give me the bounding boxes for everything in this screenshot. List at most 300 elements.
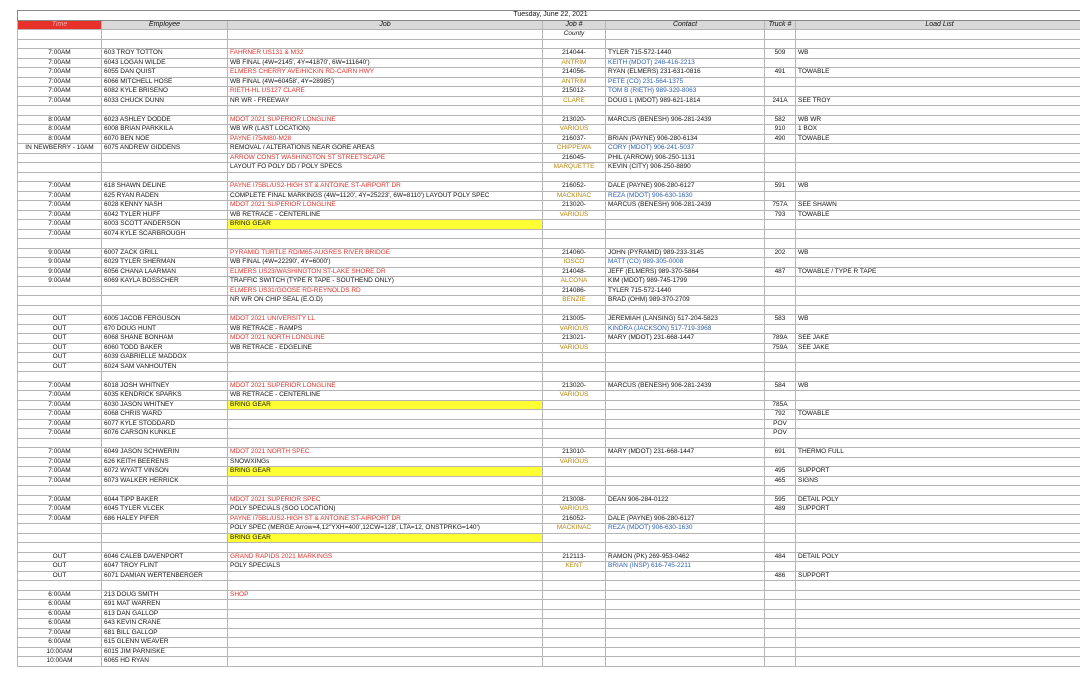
job-cell: WB FINAL (4W=22290', 4Y=6000') (228, 258, 543, 268)
employee-cell: 6035 KENDRICK SPARKS (102, 391, 228, 401)
load-list-cell: SEE JAKE (796, 334, 1080, 344)
job-number-cell (543, 619, 606, 629)
truck-cell: 484 (765, 552, 796, 562)
schedule-row (18, 362, 1080, 372)
employee-cell: 691 MAT WARREN (102, 600, 228, 610)
load-list-cell (796, 543, 1080, 553)
load-list-cell: SIGNS (796, 476, 1080, 486)
contact-cell (606, 619, 765, 629)
contact-cell (606, 362, 765, 372)
contact-cell (606, 467, 765, 477)
load-list-cell (796, 362, 1080, 372)
time-cell (18, 581, 102, 591)
contact-cell: DOUG L (MDOT) 989-621-1814 (606, 96, 765, 106)
job-cell (228, 657, 543, 667)
employee-cell: 626 KEITH BEERENS (102, 457, 228, 467)
contact-cell: KIM (MDOT) 989-745-1799 (606, 277, 765, 287)
truck-cell (765, 353, 796, 363)
spacer-row (18, 39, 1080, 49)
load-list-cell (796, 324, 1080, 334)
contact-cell: BRIAN (PAYNE) 906-280-6134 (606, 134, 765, 144)
employee-cell: 6023 ASHLEY DODDE (102, 115, 228, 125)
job-cell (228, 372, 543, 382)
spacer-row (18, 581, 1080, 591)
job-cell: MDOT 2021 SUPERIOR LONGLINE (228, 115, 543, 125)
schedule-row (18, 448, 1080, 458)
truck-cell (765, 362, 796, 372)
schedule-row (18, 429, 1080, 439)
job-number-cell: 216052- (543, 514, 606, 524)
employee-cell: 6003 SCOTT ANDERSON (102, 220, 228, 230)
job-number-cell: ALCONA (543, 277, 606, 287)
header-time: Time (18, 20, 102, 30)
job-cell (228, 476, 543, 486)
job-number-cell: 213010- (543, 448, 606, 458)
contact-cell: BRAD (OHM) 989-370-2709 (606, 296, 765, 306)
job-number-cell (543, 39, 606, 49)
job-cell (228, 410, 543, 420)
job-cell: PAYNE I75/M80-M28 (228, 134, 543, 144)
employee-cell (102, 239, 228, 249)
employee-cell: 6056 CHANA LAARMAN (102, 267, 228, 277)
time-cell: OUT (18, 334, 102, 344)
employee-cell: 613 DAN GALLOP (102, 609, 228, 619)
load-list-cell (796, 533, 1080, 543)
truck-cell: 792 (765, 410, 796, 420)
contact-cell: TYLER 715-572-1440 (606, 49, 765, 59)
employee-cell (102, 153, 228, 163)
job-number-cell: MACKINAC (543, 191, 606, 201)
job-number-cell (543, 400, 606, 410)
time-cell (18, 286, 102, 296)
job-cell (228, 638, 543, 648)
contact-cell: KINDRA (JACKSON) 517-719-3968 (606, 324, 765, 334)
contact-cell (606, 600, 765, 610)
employee-cell: 6028 KENNY NASH (102, 201, 228, 211)
load-list-cell (796, 400, 1080, 410)
contact-cell: RAMON (PK) 269-953-0462 (606, 552, 765, 562)
job-cell: WB RETRACE - RAMPS (228, 324, 543, 334)
truck-cell (765, 590, 796, 600)
employee-cell: 6046 CALEB DAVENPORT (102, 552, 228, 562)
truck-cell (765, 533, 796, 543)
schedule-row (18, 391, 1080, 401)
job-number-cell (543, 581, 606, 591)
employee-cell (102, 438, 228, 448)
time-cell: 6:00AM (18, 600, 102, 610)
load-list-cell: SEE SHAWN (796, 201, 1080, 211)
load-list-cell (796, 590, 1080, 600)
schedule-row (18, 609, 1080, 619)
job-number-cell: 214086- (543, 286, 606, 296)
truck-cell (765, 172, 796, 182)
job-cell: ELMERS CHERRY AVE/HICKIN RD-CAIRN HWY (228, 68, 543, 78)
truck-cell (765, 600, 796, 610)
load-list-cell: THERMO FULL (796, 448, 1080, 458)
contact-cell: MATT (CO) 989-305-0008 (606, 258, 765, 268)
time-cell: 10:00AM (18, 647, 102, 657)
contact-cell: DALE (PAYNE) 906-280-6127 (606, 182, 765, 192)
employee-cell: 6030 JASON WHITNEY (102, 400, 228, 410)
job-number-cell (543, 628, 606, 638)
schedule-row (18, 495, 1080, 505)
job-cell (228, 647, 543, 657)
truck-cell (765, 229, 796, 239)
time-cell: 7:00AM (18, 381, 102, 391)
schedule-row (18, 467, 1080, 477)
load-list-cell (796, 220, 1080, 230)
contact-cell: BRIAN (INSP) 616-745-2211 (606, 562, 765, 572)
truck-cell: 591 (765, 182, 796, 192)
load-list-cell (796, 638, 1080, 648)
truck-cell (765, 647, 796, 657)
truck-cell: 595 (765, 495, 796, 505)
time-cell: 7:00AM (18, 628, 102, 638)
schedule-row (18, 600, 1080, 610)
contact-cell (606, 590, 765, 600)
job-cell: ELMERS US23/WASHINGTON ST-LAKE SHORE DR (228, 267, 543, 277)
load-list-cell (796, 191, 1080, 201)
time-cell: 9:00AM (18, 248, 102, 258)
employee-cell: 6018 JOSH WHITNEY (102, 381, 228, 391)
contact-cell (606, 39, 765, 49)
truck-cell: 582 (765, 115, 796, 125)
time-cell: 7:00AM (18, 87, 102, 97)
truck-cell: 584 (765, 381, 796, 391)
schedule-rows (18, 39, 1080, 666)
truck-cell: 241A (765, 96, 796, 106)
time-cell: OUT (18, 353, 102, 363)
load-list-cell (796, 619, 1080, 629)
time-cell (18, 305, 102, 315)
employee-cell: 6033 CHUCK DUNN (102, 96, 228, 106)
job-number-cell (543, 476, 606, 486)
schedule-row (18, 96, 1080, 106)
schedule-row (18, 220, 1080, 230)
job-cell (228, 619, 543, 629)
time-cell: OUT (18, 571, 102, 581)
truck-cell: 495 (765, 467, 796, 477)
time-cell (18, 372, 102, 382)
contact-cell: DEAN 906-284-0122 (606, 495, 765, 505)
time-cell (18, 486, 102, 496)
employee-cell (102, 543, 228, 553)
time-cell: 7:00AM (18, 448, 102, 458)
time-cell: 9:00AM (18, 258, 102, 268)
job-number-cell: 213008- (543, 495, 606, 505)
load-list-cell (796, 524, 1080, 534)
load-list-cell (796, 438, 1080, 448)
load-list-cell: WB WR (796, 115, 1080, 125)
job-cell: MDOT 2021 SUPERIOR SPEC (228, 495, 543, 505)
job-cell (228, 543, 543, 553)
schedule-row (18, 315, 1080, 325)
schedule-row (18, 628, 1080, 638)
schedule-row (18, 619, 1080, 629)
employee-cell (102, 172, 228, 182)
truck-cell (765, 39, 796, 49)
schedule-row (18, 267, 1080, 277)
truck-cell (765, 153, 796, 163)
schedule-row (18, 229, 1080, 239)
contact-cell (606, 106, 765, 116)
time-cell: OUT (18, 324, 102, 334)
time-cell: 7:00AM (18, 229, 102, 239)
schedule-row (18, 400, 1080, 410)
load-list-cell (796, 277, 1080, 287)
time-cell: 7:00AM (18, 77, 102, 87)
time-cell: 9:00AM (18, 277, 102, 287)
time-cell: 7:00AM (18, 58, 102, 68)
employee-cell (102, 524, 228, 534)
job-cell (228, 581, 543, 591)
truck-cell: 910 (765, 125, 796, 135)
header-load-list: Load List (796, 20, 1080, 30)
time-cell: 10:00AM (18, 657, 102, 667)
time-cell: OUT (18, 343, 102, 353)
time-cell: 6:00AM (18, 609, 102, 619)
contact-cell: JEREMIAH (LANSING) 517-204-5823 (606, 315, 765, 325)
job-number-cell (543, 305, 606, 315)
employee-cell: 625 RYAN RADEN (102, 191, 228, 201)
job-number-cell: 213021- (543, 334, 606, 344)
load-list-cell (796, 58, 1080, 68)
schedule-row (18, 657, 1080, 667)
schedule-row (18, 144, 1080, 154)
job-number-cell (543, 410, 606, 420)
load-list-cell (796, 429, 1080, 439)
load-list-cell (796, 486, 1080, 496)
job-cell: NR WR - FREEWAY (228, 96, 543, 106)
time-cell: 8:00AM (18, 125, 102, 135)
job-number-cell (543, 239, 606, 249)
truck-cell (765, 77, 796, 87)
schedule-date: Tuesday, June 22, 2021 (18, 11, 1080, 21)
truck-cell: 757A (765, 201, 796, 211)
truck-cell: 789A (765, 334, 796, 344)
header-employee: Employee (102, 20, 228, 30)
load-list-cell: WB (796, 248, 1080, 258)
job-cell (228, 39, 543, 49)
schedule-row (18, 286, 1080, 296)
job-cell (228, 305, 543, 315)
load-list-cell: SEE TROY (796, 96, 1080, 106)
contact-cell (606, 353, 765, 363)
job-cell (228, 229, 543, 239)
job-cell: NR WR ON CHIP SEAL (E.O.D) (228, 296, 543, 306)
truck-cell: 486 (765, 571, 796, 581)
contact-cell (606, 486, 765, 496)
job-number-cell: 214044- (543, 49, 606, 59)
schedule-row (18, 201, 1080, 211)
job-cell: TRAFFIC SWITCH (TYPE R TAPE - SOUTHEND ONLY) (228, 277, 543, 287)
time-cell (18, 163, 102, 173)
employee-cell: 615 GLENN WEAVER (102, 638, 228, 648)
truck-cell (765, 286, 796, 296)
job-cell: WB FINAL (4W=60458', 4Y=28985') (228, 77, 543, 87)
job-cell: WB RETRACE - CENTERLINE (228, 391, 543, 401)
contact-cell: KEVIN (CITY) 906-250-8890 (606, 163, 765, 173)
load-list-cell (796, 239, 1080, 249)
schedule-row (18, 163, 1080, 173)
employee-cell: 618 SHAWN DELINE (102, 182, 228, 192)
truck-cell (765, 628, 796, 638)
time-cell: 7:00AM (18, 476, 102, 486)
load-list-cell: DETAIL POLY (796, 552, 1080, 562)
contact-cell: MARCUS (BENESH) 906-281-2439 (606, 201, 765, 211)
job-cell: MDOT 2021 NORTH LONGLINE (228, 334, 543, 344)
truck-cell (765, 58, 796, 68)
employee-cell: 6055 DAN QUIST (102, 68, 228, 78)
job-cell: SNOWXINGs (228, 457, 543, 467)
time-cell: 7:00AM (18, 467, 102, 477)
job-cell: POLY SPEC (MERGE Arrow=4,12"YXH=400',12CW=128', LTA=12, ONSTPRKG=140') (228, 524, 543, 534)
time-cell (18, 153, 102, 163)
time-cell (18, 296, 102, 306)
time-cell: 7:00AM (18, 400, 102, 410)
job-number-cell (543, 106, 606, 116)
schedule-row (18, 410, 1080, 420)
contact-cell (606, 343, 765, 353)
time-cell: 6:00AM (18, 619, 102, 629)
contact-cell (606, 457, 765, 467)
schedule-row (18, 324, 1080, 334)
truck-cell: 793 (765, 210, 796, 220)
schedule-row (18, 49, 1080, 59)
employee-cell: 603 TROY TOTTON (102, 49, 228, 59)
load-list-cell: TOWABLE (796, 410, 1080, 420)
job-cell: BRING GEAR (228, 467, 543, 477)
contact-cell: JEFF (ELMERS) 989-370-5864 (606, 267, 765, 277)
employee-cell: 6066 MITCHELL HOSE (102, 77, 228, 87)
contact-cell: MARCUS (BENESH) 906-281-2439 (606, 381, 765, 391)
time-cell: 7:00AM (18, 514, 102, 524)
schedule-row (18, 210, 1080, 220)
time-cell (18, 39, 102, 49)
schedule-row (18, 343, 1080, 353)
load-list-cell (796, 296, 1080, 306)
load-list-cell (796, 229, 1080, 239)
time-cell: 7:00AM (18, 410, 102, 420)
job-number-cell: 213020- (543, 201, 606, 211)
job-cell: PAYNE I75BL/US2-HIGH ST & ANTOINE ST-AIRPORT DR (228, 514, 543, 524)
truck-cell (765, 220, 796, 230)
job-cell (228, 609, 543, 619)
schedule-row (18, 191, 1080, 201)
truck-cell (765, 524, 796, 534)
schedule-row (18, 77, 1080, 87)
employee-cell: 6039 GABRIELLE MADDOX (102, 353, 228, 363)
job-cell: POLY SPECIALS (228, 562, 543, 572)
job-cell: WB WR (LAST LOCATION) (228, 125, 543, 135)
load-list-cell: SUPPORT (796, 467, 1080, 477)
schedule-row (18, 334, 1080, 344)
job-number-cell (543, 429, 606, 439)
contact-cell (606, 438, 765, 448)
truck-cell: 691 (765, 448, 796, 458)
schedule-row (18, 258, 1080, 268)
schedule-row (18, 353, 1080, 363)
truck-cell (765, 609, 796, 619)
time-cell (18, 543, 102, 553)
employee-cell (102, 581, 228, 591)
job-number-cell: ANTRIM (543, 58, 606, 68)
job-cell (228, 362, 543, 372)
employee-cell: 6068 SHANE BONHAM (102, 334, 228, 344)
contact-cell: KEITH (MDOT) 248-416-2213 (606, 58, 765, 68)
employee-cell: 686 HALEY PIFER (102, 514, 228, 524)
contact-cell: RYAN (ELMERS) 231-631-0816 (606, 68, 765, 78)
employee-cell: 6075 ANDREW GIDDENS (102, 144, 228, 154)
contact-cell (606, 400, 765, 410)
contact-cell (606, 571, 765, 581)
schedule-row (18, 514, 1080, 524)
schedule-row (18, 552, 1080, 562)
load-list-cell (796, 153, 1080, 163)
job-number-cell: VARIOUS (543, 343, 606, 353)
spacer-row (18, 106, 1080, 116)
job-number-cell: VARIOUS (543, 457, 606, 467)
truck-cell (765, 163, 796, 173)
truck-cell: 509 (765, 49, 796, 59)
load-list-cell (796, 581, 1080, 591)
job-number-cell: 214048- (543, 267, 606, 277)
job-cell: SHOP (228, 590, 543, 600)
contact-cell: PETE (CO) 231-564-1375 (606, 77, 765, 87)
time-cell: OUT (18, 315, 102, 325)
job-number-cell: BENZIE (543, 296, 606, 306)
employee-cell: 670 DOUG HUNT (102, 324, 228, 334)
truck-cell (765, 486, 796, 496)
load-list-cell (796, 87, 1080, 97)
load-list-cell (796, 514, 1080, 524)
load-list-cell (796, 562, 1080, 572)
schedule-row (18, 248, 1080, 258)
load-list-cell (796, 258, 1080, 268)
contact-cell (606, 647, 765, 657)
job-number-cell (543, 372, 606, 382)
truck-cell: 490 (765, 134, 796, 144)
job-cell: PYRAMID TURTLE RD/M65-AUGRES RIVER BRIDGE (228, 248, 543, 258)
load-list-cell (796, 419, 1080, 429)
contact-cell (606, 172, 765, 182)
schedule-row (18, 524, 1080, 534)
time-cell: OUT (18, 562, 102, 572)
contact-cell (606, 543, 765, 553)
truck-cell: 785A (765, 400, 796, 410)
job-cell (228, 172, 543, 182)
truck-cell (765, 581, 796, 591)
load-list-cell: TOWABLE (796, 210, 1080, 220)
truck-cell (765, 106, 796, 116)
time-cell (18, 533, 102, 543)
employee-cell (102, 296, 228, 306)
time-cell: 8:00AM (18, 134, 102, 144)
load-list-cell (796, 628, 1080, 638)
truck-cell: POV (765, 429, 796, 439)
job-cell (228, 571, 543, 581)
schedule-row (18, 296, 1080, 306)
job-cell: GRAND RAPIDS 2021 MARKINGS (228, 552, 543, 562)
job-number-cell (543, 647, 606, 657)
job-cell: ELMERS US31/GOOSE RD-REYNOLDS RD (228, 286, 543, 296)
job-number-cell (543, 172, 606, 182)
time-cell: 7:00AM (18, 182, 102, 192)
title-row (18, 11, 1080, 21)
job-number-cell (543, 609, 606, 619)
employee-cell: 6044 TIPP BAKER (102, 495, 228, 505)
employee-cell: 6076 CARSON KUNKLE (102, 429, 228, 439)
